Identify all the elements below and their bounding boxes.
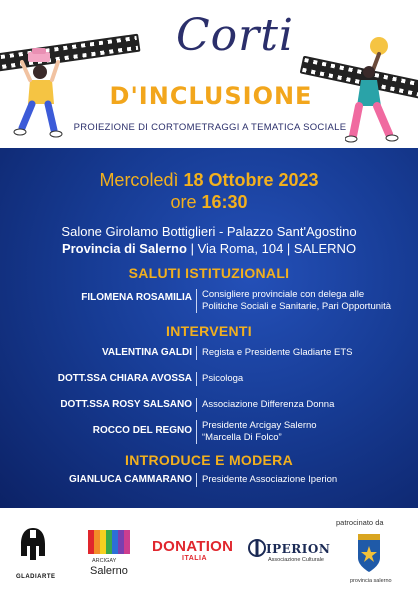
speaker-role: Presidente Associazione Iperion [202,474,338,485]
event-time-prefix: ore [170,192,197,212]
address-separator: | [190,241,198,256]
speaker-role: Presidente Arcigay Salerno “Marcella Di Folco” [202,420,317,443]
iperion-logo-text: IPERION [266,542,331,556]
event-address [0,241,418,256]
row-separator [196,398,197,412]
speaker-name: VALENTINA GALDI [102,347,192,358]
section-title-saluti: SALUTI ISTITUZIONALI [128,265,290,281]
gladiarte-helmet-icon [18,526,48,570]
row-separator [196,289,197,313]
event-weekday: Mercoledì [99,170,179,190]
provincia-logo-text: provincia salerno [350,578,392,584]
row-separator [196,346,197,360]
event-street: Via Roma, 104 | SALERNO [197,241,357,256]
speaker-row [0,473,418,495]
section-title-introduce: INTRODUCE E MODERA [125,452,293,468]
speaker-role: Consigliere provinciale con delega alle Politiche Sociali e Sanitarie, Pari Opportunità [202,289,392,312]
arcigay-label: ARCIGAY [92,558,117,564]
speaker-role: Associazione Differenza Donna [202,399,335,410]
speaker-name: GIANLUCA CAMMARANO [69,474,192,485]
iperion-emblem-icon [248,536,266,560]
event-date [0,170,418,191]
speaker-row [0,289,418,313]
event-time [0,192,418,213]
speaker-name: ROCCO DEL REGNO [92,425,192,436]
iperion-logo-sub: Associazione Culturale [268,557,324,563]
speaker-role: Regista e Presidente Gladiarte ETS [202,347,353,358]
row-separator [196,473,197,487]
speaker-row [0,420,418,446]
patronage-label: patrocinato da [336,518,384,527]
event-date-value: 18 Ottobre 2023 [183,170,319,190]
poster-header [0,0,418,148]
section-title-interventi: INTERVENTI [166,323,252,339]
speaker-row [0,346,418,368]
sponsor-footer [0,508,418,600]
donation-logo-sub: ITALIA [182,555,208,562]
speaker-name: FILOMENA ROSAMILIA [81,292,192,303]
row-separator [196,420,197,444]
speaker-row [0,398,418,420]
speaker-row [0,372,418,394]
event-venue: Salone Girolamo Bottiglieri - Palazzo Sant'Agostino [61,224,357,239]
title-main: D'INCLUSIONE [109,82,313,110]
speaker-name: DOTT.SSA CHIARA AVOSSA [57,373,192,384]
event-details-panel [0,148,418,508]
row-separator [196,372,197,386]
speaker-name: DOTT.SSA ROSY SALSANO [60,399,192,410]
event-time-value: 16:30 [201,192,248,212]
title-script: Corti [176,10,294,61]
arcigay-rainbow-icon [88,530,130,554]
speaker-role: Psicologa [202,373,244,384]
provincia-salerno-crest-icon [352,530,386,574]
donation-logo-text: DONATION [152,538,234,555]
event-city: Provincia di Salerno [61,241,187,256]
gladiarte-logo-text: GLADIARTE [16,574,56,580]
title-subtitle: PROIEZIONE DI CORTOMETRAGGI A TEMATICA SOCIALE [73,122,347,133]
arcigay-city: Salerno [90,565,128,577]
